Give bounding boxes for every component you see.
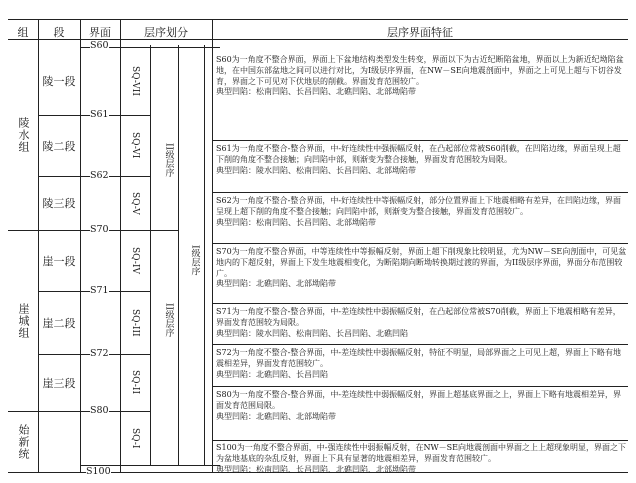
desc-sep-5 bbox=[212, 344, 628, 345]
segment-label: 崖二段 bbox=[42, 316, 76, 330]
description-text: S71为一角度不整合-整合界面，中-差连续性中弱振幅反射，在凸起部位常被S70削截，界面上下地震相略有差异，界面发育范围较为局限。 bbox=[216, 307, 621, 327]
header-interface: 界面 bbox=[89, 26, 111, 39]
segment-ya-2 bbox=[38, 291, 80, 354]
sequence-label: SQ-III bbox=[130, 308, 140, 337]
segment-ya-1 bbox=[38, 230, 80, 291]
first-order-line bbox=[204, 45, 205, 465]
group-lingshui bbox=[8, 39, 38, 230]
sequence-label: SQ-VII bbox=[130, 66, 140, 96]
col-divider-4 bbox=[212, 19, 213, 472]
segment-ya-3 bbox=[38, 354, 80, 411]
interface-label-S100: S100 bbox=[86, 466, 111, 477]
desc-sep-6 bbox=[212, 386, 628, 387]
description-S60 bbox=[216, 55, 628, 98]
description-S70 bbox=[216, 247, 628, 290]
interface-label-S62: S62 bbox=[90, 170, 109, 181]
desc-sep-3 bbox=[212, 243, 628, 244]
header-division: 层序划分 bbox=[144, 26, 188, 39]
description-basin: 典型凹陷：松南凹陷、长昌凹陷、北礁凹陷、北部坳陷带 bbox=[216, 87, 416, 97]
segment-label: 崖一段 bbox=[42, 254, 76, 268]
description-basin: 典型凹陷：松南凹陷、长昌凹陷、北礁凹陷、北部坳陷带 bbox=[216, 464, 416, 474]
description-basin: 典型凹陷：陵水凹陷、松南凹陷、长昌凹陷、北礁凹陷 bbox=[216, 328, 408, 338]
second-order-upper bbox=[160, 130, 178, 190]
description-S72 bbox=[216, 348, 628, 380]
header-group: 组 bbox=[17, 26, 29, 39]
description-text: S72为一角度不整合-整合界面，中-差连续性中弱振幅反射，特征不明显，局部界面之上可见上超，界面上下略有地震相差异，界面发育范围较广。 bbox=[216, 348, 622, 368]
interface-label-S72: S72 bbox=[90, 348, 109, 359]
segment-ling-1 bbox=[38, 47, 80, 115]
group-eocene bbox=[8, 411, 38, 472]
segment-label: 陵三段 bbox=[42, 197, 76, 210]
sequence-SQ-V bbox=[120, 176, 150, 230]
description-text: S100为一角度不整合界面，中-强连续性中弱振幅反射，在NW－SE向地震剖面中界面之上上超现象明显，界面之下为盆地基底的杂乱反射，界面上下具有显著的地震相差异，界面发育范围较广。 bbox=[216, 443, 626, 463]
sequence-label: SQ-I bbox=[130, 427, 140, 449]
header-feature: 层序界面特征 bbox=[387, 26, 453, 39]
group-label: 崖城组 bbox=[17, 302, 30, 339]
group-yacheng bbox=[8, 230, 38, 411]
table-top-border bbox=[8, 19, 628, 20]
sequence-SQ-IV bbox=[120, 230, 150, 291]
sequence-label: SQ-VI bbox=[130, 132, 140, 159]
header-segment: 段 bbox=[53, 26, 65, 39]
second-order-lower bbox=[160, 290, 178, 350]
interface-label-S71: S71 bbox=[90, 285, 109, 296]
group-label: 陵水组 bbox=[17, 116, 30, 153]
segment-label: 陵二段 bbox=[42, 139, 76, 153]
segment-sep-6 bbox=[38, 411, 80, 412]
col-divider-2 bbox=[80, 19, 81, 472]
first-order bbox=[186, 230, 204, 290]
description-basin: 典型凹陷：陵水凹陷、松南凹陷、长昌凹陷、北部坳陷带 bbox=[216, 165, 416, 175]
description-text: S80为一角度不整合-整合界面，中-差连续性中弱振幅反射，界面上超基底界面之上，界面上下略有地震相差异，界面发育范围局限。 bbox=[216, 390, 622, 410]
description-text: S70为一角度不整合界面，中等连续性中等振幅反射，界面上超下削现象比较明显，尤为NW－SE向剖面中，可见盆地内的下超反射，界面上下发生地震相变化，为断陷期向断坳转换期过渡的界面，为II级层序界面，界面分布范围较广。 bbox=[216, 247, 627, 278]
segment-label: 崖三段 bbox=[42, 376, 76, 390]
segment-ling-3 bbox=[38, 176, 80, 230]
group-label: 始新统 bbox=[17, 423, 30, 460]
interface-label-S70: S70 bbox=[90, 224, 109, 235]
description-S71 bbox=[216, 307, 628, 339]
desc-sep-7 bbox=[212, 440, 628, 441]
sequence-SQ-VII bbox=[120, 47, 150, 115]
order-divider bbox=[150, 230, 178, 231]
sequence-label: SQ-IV bbox=[130, 247, 140, 274]
description-basin: 典型凹陷：北礁凹陷、北部坳陷带 bbox=[216, 279, 336, 289]
desc-sep-1 bbox=[212, 140, 628, 141]
description-S61 bbox=[216, 144, 628, 176]
second-order-upper-line bbox=[178, 45, 179, 230]
description-S100 bbox=[216, 443, 628, 475]
sequence-SQ-II bbox=[120, 354, 150, 411]
order-label: II级层序 bbox=[163, 302, 174, 338]
description-text: S61为一角度不整合-整合界面，中-好连续性中强振幅反射，在凸起部位常被S60削截，在凹陷边缘，界面呈现上超下削的角度不整合接触；向凹陷中部，则渐变为整合接触，界面发育范围较为局限。 bbox=[216, 144, 621, 164]
interface-label-S61: S61 bbox=[90, 109, 109, 120]
description-basin: 典型凹陷：北礁凹陷、北部坳陷带 bbox=[216, 411, 336, 421]
description-text: S62为一角度不整合-整合界面，中-好连续性中等振幅反射，部分位置界面上下地震相略有差异，在凹陷边缘，界面呈现上超下削的角度不整合接触；向凹陷中部，则渐变为整合接触，界面发育范围较广。 bbox=[216, 196, 622, 216]
order-label: II级层序 bbox=[163, 142, 174, 178]
description-S80 bbox=[216, 390, 628, 422]
sequence-col-right bbox=[150, 45, 151, 465]
description-basin: 典型凹陷：北礁凹陷、长昌凹陷 bbox=[216, 369, 328, 379]
segment-label: 陵一段 bbox=[42, 75, 76, 88]
interface-label-S60: S60 bbox=[90, 40, 109, 51]
description-basin: 典型凹陷：松南凹陷、长昌凹陷、北部坳陷带 bbox=[216, 217, 376, 227]
sequence-SQ-VI bbox=[120, 115, 150, 176]
sequence-label: SQ-V bbox=[130, 191, 140, 215]
sequence-SQ-III bbox=[120, 291, 150, 354]
second-order-lower-line bbox=[178, 230, 179, 465]
desc-sep-2 bbox=[212, 192, 628, 193]
desc-sep-4 bbox=[212, 303, 628, 304]
interface-label-S80: S80 bbox=[90, 405, 109, 416]
sequence-label: SQ-II bbox=[130, 370, 140, 395]
sequence-SQ-I bbox=[120, 411, 150, 465]
description-S62 bbox=[216, 196, 628, 228]
description-text: S60为一角度不整合界面，界面上下盆地结构类型发生转变，界面以下为古近纪断陷盆地，界面以上为新近纪坳陷盆地，在中国东部盆地之间可以进行对比，为I级层序界面，在NW－SE向地震剖面中，界面之上可见上超与下切谷发育，界面之下可见对下伏地层的削截。界面发育范围较广。 bbox=[216, 55, 624, 86]
order-label: I级层序 bbox=[189, 244, 200, 276]
segment-ling-2 bbox=[38, 115, 80, 176]
